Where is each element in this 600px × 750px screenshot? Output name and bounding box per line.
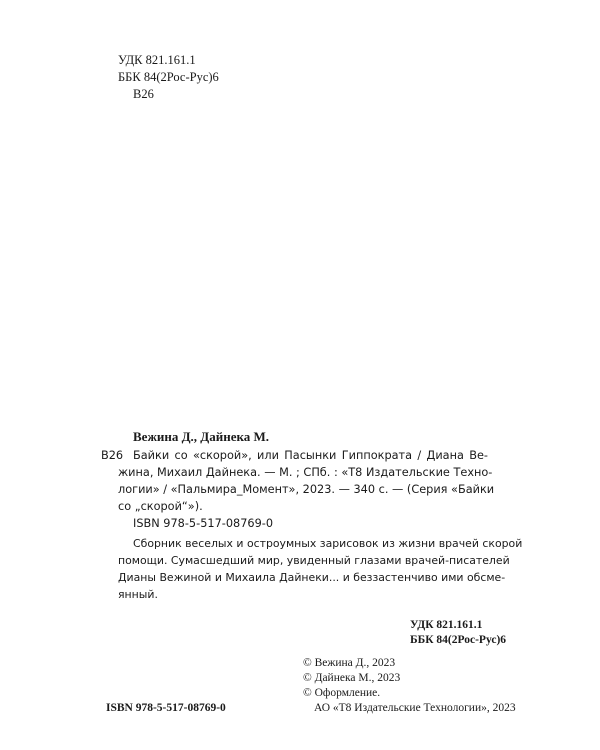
entry-description — [133, 447, 488, 464]
entry-authors: Вежина Д., Дайнека М. — [133, 429, 270, 444]
bbk-code: ББК 84(2Рос-Рус)6 — [410, 634, 507, 646]
header-code: В26 — [133, 87, 154, 101]
description-line: логии» / «Пальмира_Момент», 2023. — 340 с. — (Серия «Байки — [118, 483, 495, 496]
copyright-line: © Дайнека М., 2023 — [303, 672, 401, 684]
annotation-line: помощи. Сумасшедший мир, увиденный глазами врачей-писателей — [118, 554, 510, 567]
header-udk: УДК 821.161.1 — [118, 53, 196, 67]
description-continuation — [118, 464, 495, 515]
footer-isbn: ISBN 978-5-517-08769-0 — [106, 702, 226, 714]
copyright-line: © Вежина Д., 2023 — [303, 657, 396, 669]
description-line: жина, Михаил Дайнека. — М. ; СПб. : «Т8 Издательские Техно- — [118, 466, 493, 479]
copyright-line: АО «Т8 Издательские Технологии», 2023 — [314, 702, 516, 714]
copyright-line: © Оформление. — [303, 687, 381, 699]
annotation-line: Сборник веселых и остроумных зарисовок из жизни врачей скорой — [133, 537, 523, 550]
udk-code: УДК 821.161.1 — [410, 619, 483, 631]
annotation-line: Дианы Вежиной и Михаила Дайнеки... и беззастенчиво ими обсме- — [118, 571, 506, 584]
description-line: со „скорой“»). — [118, 500, 203, 513]
entry-annotation — [118, 535, 523, 603]
entry-code: В26 — [101, 449, 124, 462]
description-line: Байки со «скорой», или Пасынки Гиппократа / Диана Ве- — [133, 449, 488, 462]
entry-isbn: ISBN 978-5-517-08769-0 — [133, 517, 274, 530]
header-bbk: ББК 84(2Рос-Рус)6 — [118, 70, 219, 84]
annotation-line: янный. — [118, 588, 158, 601]
